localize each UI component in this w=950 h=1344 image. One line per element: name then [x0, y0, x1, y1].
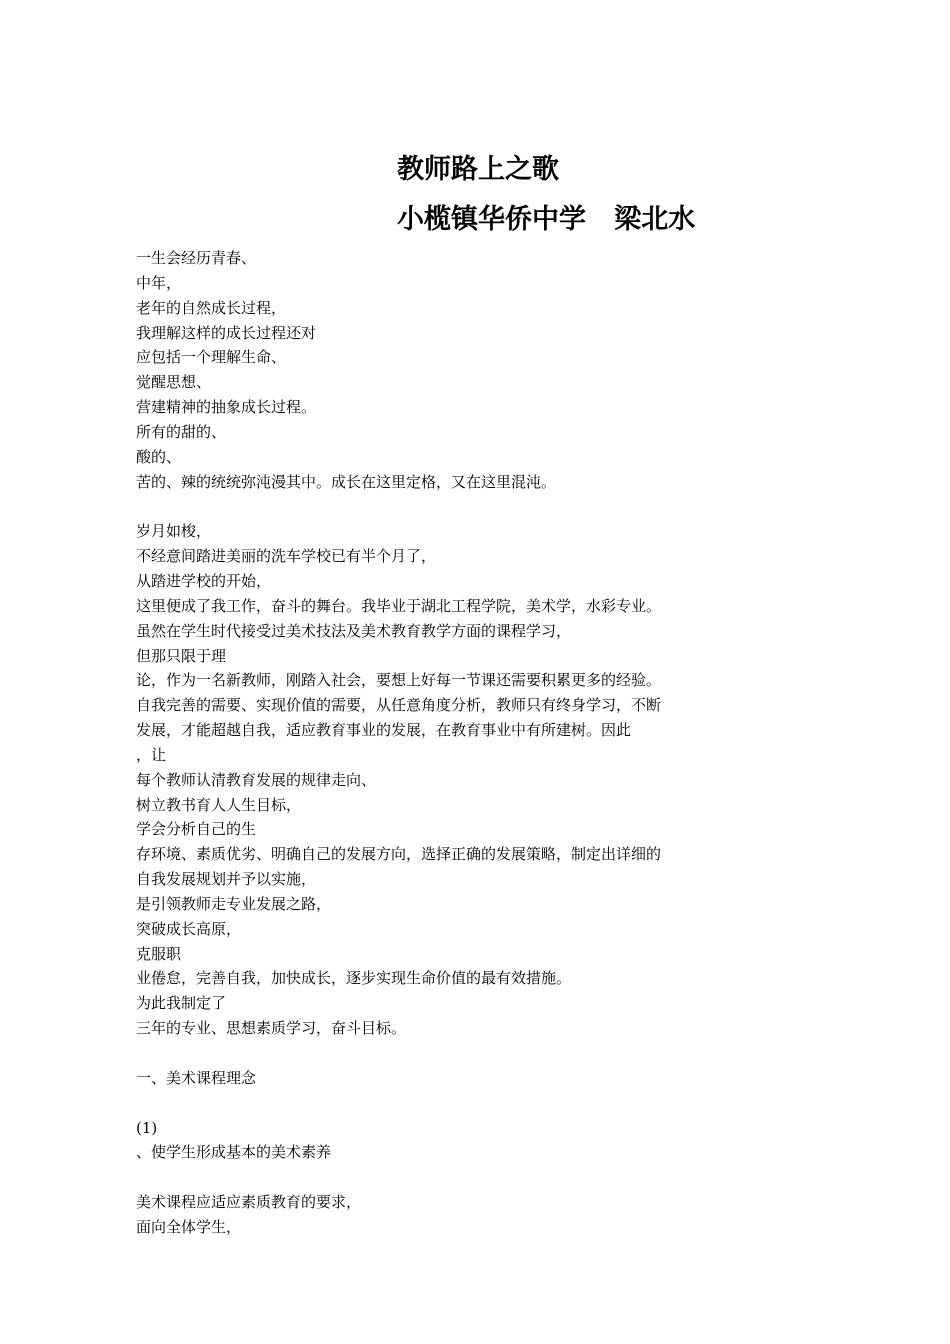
text-line: 是引领教师走专业发展之路， [136, 894, 332, 913]
text-line: 不经意间踏进美丽的洗车学校已有半个月了， [136, 547, 437, 566]
text-line: 一、美术课程理念 [136, 1068, 257, 1087]
text-line: 树立教书育人人生目标， [136, 795, 302, 814]
text-line: 这里便成了我工作，奋斗的舞台。我毕业于湖北工程学院，美术学，水彩专业。 [136, 596, 662, 615]
text-line: 美术课程应适应素质教育的要求， [136, 1193, 362, 1212]
document-title: 教师路上之歌 [397, 154, 559, 185]
text-line: 自我发展规划并予以实施， [136, 870, 317, 889]
text-line: 为此我制定了 [136, 994, 227, 1013]
text-line: 岁月如梭， [136, 522, 212, 541]
text-line: 虽然在学生时代接受过美术技法及美术教育教学方面的课程学习， [136, 621, 572, 640]
text-line: 克服职 [136, 944, 182, 963]
blank-line [136, 1041, 736, 1066]
text-line: 每个教师认清教育发展的规律走向、 [136, 770, 377, 789]
text-line: 营建精神的抽象成长过程。 [136, 398, 317, 417]
blank-line [136, 1091, 736, 1116]
text-line: 突破成长高原， [136, 919, 242, 938]
text-line: 应包括一个理解生命、 [136, 348, 287, 367]
text-line: 觉醒思想、 [136, 373, 212, 392]
text-line: 但那只限于理 [136, 646, 227, 665]
text-line: 酸的、 [136, 447, 182, 466]
document-subtitle: 小榄镇华侨中学 梁北水 [397, 204, 696, 235]
text-line: 、使学生形成基本的美术素养 [136, 1143, 332, 1162]
text-line: 苦的、辣的统统弥沌漫其中。成长在这里定格，又在这里混沌。 [136, 472, 557, 491]
text-line: 所有的甜的、 [136, 422, 227, 441]
blank-line [136, 494, 736, 519]
blank-line [136, 1165, 736, 1190]
text-line: 三年的专业、思想素质学习，奋斗目标。 [136, 1019, 407, 1038]
text-line: 从踏进学校的开始， [136, 571, 272, 590]
text-line: 自我完善的需要、实现价值的需要，从任意角度分析，教师只有终身学习，不断 [136, 696, 662, 715]
text-line: 老年的自然成长过程， [136, 298, 287, 317]
text-line: ，让 [136, 745, 167, 764]
text-line: 我理解这样的成长过程还对 [136, 323, 317, 342]
text-line: 业倦怠，完善自我，加快成长，逐步实现生命价值的最有效措施。 [136, 969, 572, 988]
text-line: 学会分析自己的生 [136, 820, 257, 839]
text-line: 发展，才能超越自我，适应教育事业的发展，在教育事业中有所建树。因此 [136, 721, 632, 740]
document-body [136, 246, 736, 1240]
text-line: 中年， [136, 273, 182, 292]
text-line: 一生会经历青春、 [136, 249, 257, 267]
text-line: 面向全体学生， [136, 1217, 242, 1236]
text-line: (1) [136, 1118, 158, 1137]
text-line: 存环境、素质优劣、明确自己的发展方向，选择正确的发展策略，制定出详细的 [136, 845, 662, 864]
text-line: 论，作为一名新教师，刚踏入社会，要想上好每一节课还需要积累更多的经验。 [136, 671, 662, 690]
